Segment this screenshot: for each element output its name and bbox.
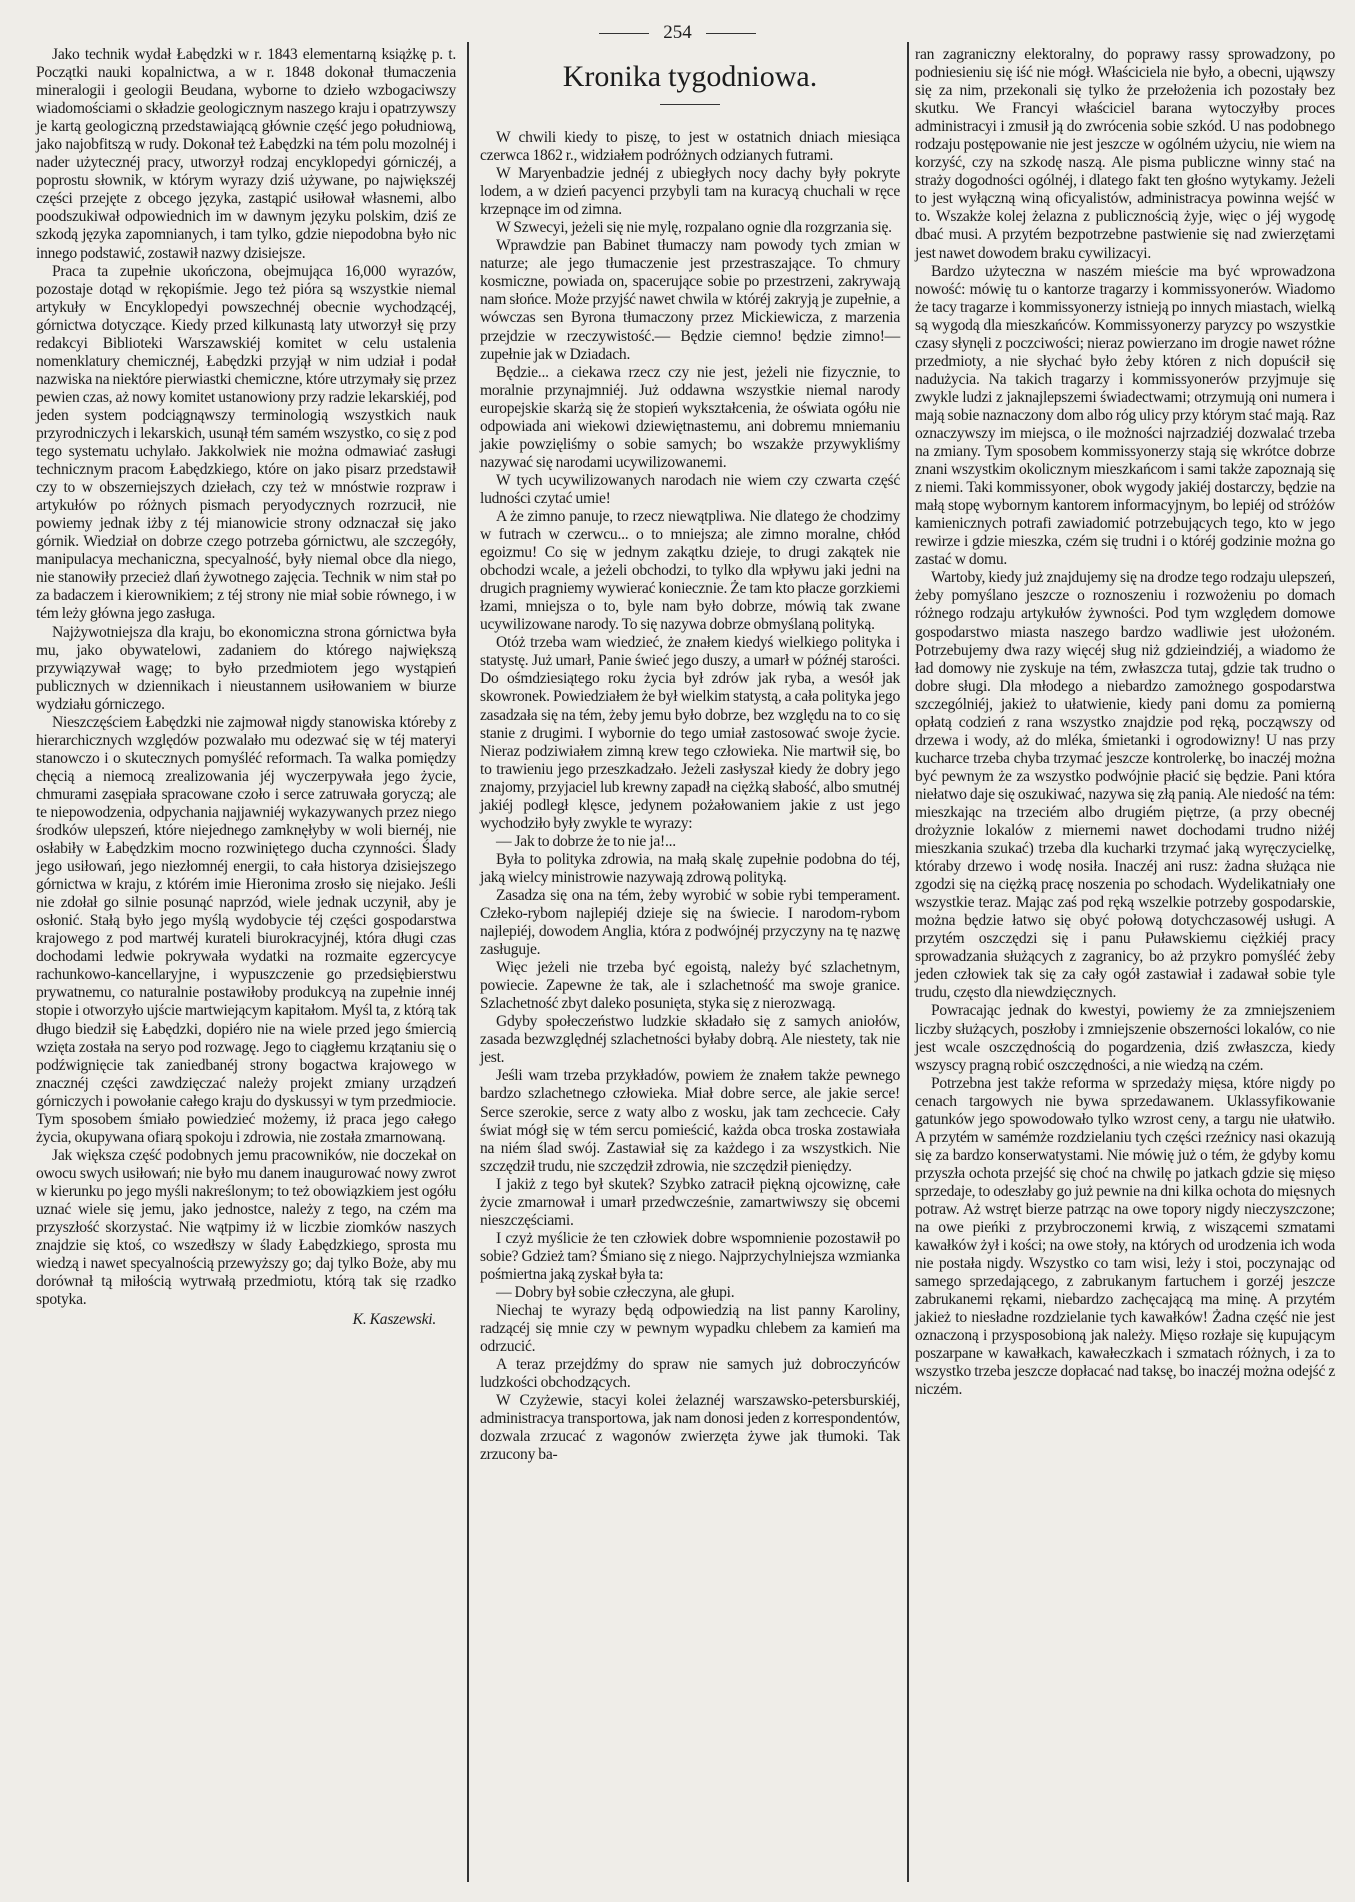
paragraph: Będzie... a ciekawa rzecz czy nie jest, jeżeli nie fizycznie, to moralnie przynajmniéj. Już oddawna wszystkie niemal narody europejskie skarżą się że stopień wykształcenia, że oświata ogółu nie odpowiada ani wiekowi dziewiętnastemu, ani dobremu mniemaniu jakie powzięliśmy o sobie samych; bo wszakże przywykliśmy nazywać się narodami ucywilizowanemi. [480, 363, 900, 471]
paragraph: Jako technik wydał Łabędzki w r. 1843 elementarną książkę p. t. Początki nauki kopalnictwa, a w r. 1848 dokonał tłumaczenia mineralogii i geologii Beudana, wyborne to dzieło wzbogaciwszy wiadomościami o składzie geologicznym naszego kraju i opatrzywszy je kartą geologiczną przedstawiającą głównie część jego południową, jako najobfitszą w rudy. Dokonał też Łabędzki na tém polu mozolnéj i nader użytecznéj pracy, utworzył rodzaj encyklopedyi górniczéj, a poprostu słownik, w którym wyrazy dziś używane, po największéj części przejęte z obcego języka, zastąpić usiłował własnemi, albo poodszukiwał odpowiednich im w dawnym języku polskim, dziś ze szkodą języka zapomnianych, i tam tylko, gdzie niepodobna było nic innego podstawić, zostawił nazwy dzisiejsze. [36, 46, 456, 262]
paragraph: A teraz przejdźmy do spraw nie samych już dobroczyńców ludzkości obchodzących. [480, 1356, 900, 1392]
page-number [0, 22, 1355, 44]
paragraph: W Maryenbadzie jednéj z ubiegłych nocy dachy były pokryte lodem, a w dzień pacyenci przybyli tam na kuracyą chuchali w ręce krzepnące im od zimna. [480, 165, 900, 219]
paragraph: I jakiż z tego był skutek? Szybko zatracił piękną ojcowiznę, całe życie zmarnował i umarł przedwcześnie, zamartwiwszy się obcemi nieszczęściami. [480, 1175, 900, 1229]
paragraph: Otóż trzeba wam wiedzieć, że znałem kiedyś wielkiego polityka i statystę. Już umarł, Panie świeć jego duszy, a umarł w późnéj starości. Do ośmdziesiątego roku życia był zdrów jak ryba, a wesół jak skowronek. Powiedziałem że był wielkim statystą, a cała polityka jego zasadzała się na tém, żeby jemu było dobrze, bez względu na to co się stanie z drugimi. I wybornie do tego umiał zastosować swoje życie. Nieraz podziwiałem zimną krew tego człowieka. Nie martwił się, bo to trawieniu jego przeszkadzało. Jeżeli zasłyszał kiedy że dobry jego znajomy, przyjaciel lub krewny zapadł na ciężką słabość, albo smutnéj jakiéj podległ klęsce, jedynem pożałowaniem jakie z ust jego wychodziło były zwykle te wyrazy: [480, 634, 900, 832]
paragraph: Nieszczęściem Łabędzki nie zajmował nigdy stanowiska któreby z hierarchicznych względów pozwalało mu odezwać się w téj materyi stanowczo i o skutecznych pomyśléć reformach. Ta walka pomiędzy chęcią a niemocą zrealizowania jéj wyczerpywała jego życie, chmurami zasępiała spracowane czoło i serce zatruwała goryczą; ale te niepowodzenia, odpychania najjawniéj wykazywanych przez niego środków ulepszeń, które niejednego zamknęłyby w woli biernéj, nie osłabiły w Łabędzkim mocno rozwiniętego ducha czynności. Ślady jego usiłowań, jego niezłomnéj energii, to cała historya dzisiejszego górnictwa w kraju, z którém imie Hieronima zrosło się niejako. Jeśli nie zdołał go silnie posunąć naprzód, wiele jednak uczynił, aby je osłonić. Stałą było jego myślą wydobycie téj części gospodarstwa krajowego z pod martwéj kurateli biurokracyjnéj, która długi czas dochodami ledwie pokrywała wydatki na rozmaite egzercycye rachunkowo-kancellaryjne, i wypuszczenie go przedsiębierstwu prywatnemu, co naturalnie postawiłoby produkcyą na zupełnie innéj stopie i otworzyło ujście martwiejącym kapitałom. Myśl ta, z którą tak długo biedził się Łabędzki, dopiéro nie na wiele przed jego śmiercią wzięta została na seryo pod rozwagę. Jego to ciągłemu krzątaniu się o podźwignięcie tak zaniedbanéj strony bogactwa krajowego w znacznéj części zawdzięczać należy projekt zmiany urządzeń górniczych i powołanie całego kraju do dyskussyi w tym przedmiocie. Tym sposobem śmiało powiedzieć możemy, iż praca jego całego życia, okupywana ofiarą spokoju i zdrowia, nie została zmarnowaną. [36, 713, 456, 1146]
paragraph: Bardzo użyteczna w naszém mieście ma być wprowadzona nowość: mówię tu o kantorze tragarzy i kommissyonerów. Wiadomo że tacy tragarze i kommissyonerzy istnieją po innych miastach, wielką są wygodą dla mieszkańców. Kommissyonerzy paryzcy po wszystkie czasy słynęli z poczciwości; nieraz powierzano im drogie nawet różne przedmioty, a nie słychać było żeby któren z nich dopuścił się nadużycia. Na takich tragarzy i kommissyonerów przyjmuje się zwykle ludzi z jaknajlepszemi świadectwami; otrzymują oni numera i mają sobie naznaczony dom albo róg ulicy przy którym stać mają. Raz oznaczywszy im miejsca, o ile możności najrzadziéj dozwalać trzeba na zmiany. Tym sposobem kommissyonerzy stają się wkrótce dobrze znani wszystkim okolicznym mieszkańcom i sami także zapoznają się z niemi. Taki kommissyoner, obok wygody jakiéj dostarczy, będzie na małą stopę wybornym kantorem informacyjnym, bo lepiéj od stróżów kamienicznych potrafi zawiadomić potrzebujących tego, kto w jego rewirze i gdzie mieszka, czém się trudni i o któréj godzinie można go zastać w domu. [915, 262, 1335, 569]
paragraph: I czyż myślicie że ten człowiek dobre wspomnienie pozostawił po sobie? Gdzież tam? Śmiano się z niego. Najprzychylniejsza wzmianka pośmiertna jaką zyskał była ta: [480, 1229, 900, 1283]
page-number-text: 254 [663, 22, 692, 43]
paragraph: Jeśli wam trzeba przykładów, powiem że znałem także pewnego bardzo szlachetnego człowieka. Miał dobre serce, ale jakie serce! Serce szerokie, serce z waty albo z wosku, jak tam zechcecie. Cały świat mógł się w tém sercu pomieścić, każda obca troska zostawiała na niém ślad swój. Zastawiał się za każdego i za wszystkich. Nie szczędził trudu, nie szczędził zdrowia, nie szczędził pieniędzy. [480, 1067, 900, 1175]
paragraph: W Szwecyi, jeżeli się nie mylę, rozpalano ognie dla rozgrzania się. [496, 219, 892, 237]
paragraph: Niechaj te wyrazy będą odpowiedzią na list panny Karoliny, radzącéj się mnie czy w pewnym wypadku chlebem za kamień ma odrzucić. [480, 1302, 900, 1356]
paragraph: Zasadza się ona na tém, żeby wyrobić w sobie rybi temperament. Człeko-rybom najlepiéj dzieje się na świecie. I narodom-rybom najlepiéj, dowodem Anglia, która z podwójnéj przyczyny na tę nazwę zasługuje. [480, 886, 900, 959]
column-3-body [915, 46, 1335, 1400]
paragraph: W tych ucywilizowanych narodach nie wiem czy czwarta część ludności czytać umie! [480, 471, 900, 507]
section-title: Kronika tygodniowa. [562, 60, 818, 93]
column-2-chronicle [480, 58, 900, 1464]
page-number-rule-right [706, 33, 756, 34]
title-ornament-rule [660, 104, 720, 105]
paragraph: Wprawdzie pan Babinet tłumaczy nam powody tych zmian w naturze; ale jego tłumaczenie jest przestraszające. To chmury kosmiczne, powiada on, spacerujące sobie po przestrzeni, zakrywają nam słońce. Może przyjść nawet chwila w któréj zakryją je zupełnie, a wówczas sen Byrona tłumaczony przez Mickiewicza, z marzenia przejdzie w rzeczywistość.— Będzie ciemno! będzie zimno!—zupełnie jak w Dziadach. [480, 237, 900, 363]
paragraph: Jak większa część podobnych jemu pracowników, nie doczekał on owocu swych usiłowań; nie było mu danem inaugurować nowy zwrot w kierunku po jego myśli nakreślonym; to też obowiązkiem jest ogółu uznać wiele się jemu, jako jednostce, należy z tego, na czém ma przyszłość skorzystać. Nie wątpimy iż w liczbie ziomków naszych znajdzie się ktoś, co wszedłszy w ślady Łabędzkiego, sprosta mu wiedzą i nawet specyalnością przewyższy go; daj tylko Boże, aby mu dorównał tą miłością wytrwałą przedmiotu, którą tak się rzadko spotyka. [36, 1146, 456, 1309]
paragraph: Była to polityka zdrowia, na małą skalę zupełnie podobna do téj, jaką wielcy ministrowie nazywają zdrową polityką. [480, 850, 900, 886]
paragraph: W Czyżewie, stacyi kolei żelaznéj warszawsko-petersburskiéj, administracya transportowa, jak nam donosi jeden z korrespondentów, dozwala zrzucać z wagonów zwierzęta żywe jak tłumoki. Tak zrzucony ba- [480, 1392, 900, 1464]
paragraph: Potrzebna jest także reforma w sprzedaży mięsa, które nigdy po cenach targowych nie bywa sprzedawanem. Uklassyfikowanie gatunków jego spowodowało tylko wzrost ceny, a targu nie ułatwiło. A przytém w samémże rozdzielaniu tych części rzeźnicy nasi okazują się za bardzo konserwatystami. Nie mówię już o tém, że gdyby komu przyszła ochota przejść się choć na chwilę po jatkach gdzie się mięso sprzedaje, to odeszłaby go już pewnie na dni kilka ochota do mięsnych potraw. Aż wstręt bierze patrząc na owe topory nigdy nieczyszczone; na owe pieńki z przybroczonemi krwią, z wiszącemi szmatami kawałków żył i kości; na owe stoły, na których od urodzenia ich woda nie postała nigdy. Wszystko co tam wisi, leży i stoi, poczynając od samego sprzedającego, z zabrukanym fartuchem i gorzéj jeszcze zabrukanemi rękami, niebardzo zachęcającą ma minę. A przytém jakież to niesładne rozdzielanie tych kawałków! Żadna część nie jest oznaczoną i przysposobioną jak należy. Mięso rozłaje się kupującym poszarpane w kawałkach, kawałeczkach i szmatach różnych, i za to wszystko trzeba jeszcze dopłacać nad taksę, bo inaczéj można odejść z niczém. [915, 1074, 1335, 1399]
paragraph: Praca ta zupełnie ukończona, obejmująca 16,000 wyrazów, pozostaje dotąd w rękopiśmie. Jego też pióra są wszystkie niemal artykuły w Encyklopedyi powszechnéj obecnie wychodzącéj, górnictwa dotyczące. Kiedy przed kilkunastą laty utworzył się przy redakcyi Biblioteki Warszawskiéj komitet w celu ustalenia nomenklatury chemicznéj, Łabędzki przyjął w nim udział i podał nazwiska na niektóre pierwiastki chemiczne, które utrzymały się przez pewien czas, aż nowy komitet ustanowiony przy radzie lekarskiéj, pod jeden system podciągnąwszy terminologią wszystkich nauk przyrodniczych i lekarskich, usunął tém samém wszystko, co się z pod tego systematu uchylało. Jakkolwiek nie można odmawiać zasługi technicznym pracom Łabędzkiego, które on jako pisarz przedstawił czy to w obszerniejszych dziełach, czy też w mnóstwie rozpraw i artykułów po różnych pismach peryodycznych rozrzucił, nie powiemy jednak iżby z téj mianowicie strony odznaczał się jako górnik. Wiedział on dobrze czego potrzeba górnictwu, ale szczegóły, manipulacya mechaniczna, specyalność, były niemal obce dla niego, nie stanowiły przecież dlań żywotnego zajęcia. Technik w nim stał po za badaczem i kierownikiem; z téj strony nie miał sobie równego, i w tém leży główna jego zasługa. [36, 262, 456, 623]
column-1-body [36, 46, 456, 1309]
paragraph: Najżywotniejsza dla kraju, bo ekonomiczna strona górnictwa była mu, jako obywatelowi, zadaniem do którego największą przywiązywał wagę; to było przedmiotem jego wystąpień publicznych w dziennikach i nieustannem usiłowaniem w biurze wydziału górniczego. [36, 623, 456, 713]
column-1-article [36, 46, 456, 1329]
paragraph: Gdyby społeczeństwo ludzkie składało się z samych aniołów, zasada bezwzględnéj szlachetności byłaby dobrą. Ale niestety, tak nie jest. [480, 1013, 900, 1067]
column-3-chronicle-continued [915, 46, 1335, 1400]
paragraph: Wartoby, kiedy już znajdujemy się na drodze tego rodzaju ulepszeń, żeby pomyślano jeszcze o roznoszeniu i rozwożeniu po domach różnego rodzaju artykułów żywności. Pod tym względem domowe gospodarstwo miasta naszego bardzo wadliwie jest ułożoném. Potrzebujemy dwa razy więcéj sług niż gdzieindziéj, a wiadomo że ład domowy nie zyskuje na tém, zwłaszcza tutaj, gdzie tak trudno o dobre sługi. Dla młodego a niebardzo zamożnego gospodarstwa szczególniéj, jakież to ułatwienie, kiedy pani domu za pomierną opłatą codzień z rana wszystko znajdzie pod ręką, począwszy od drzewa i wody, aż do mléka, śmietanki i ogrodowizny! U nas przy kucharce trzeba chyba trzymać jeszcze kontrolerkę, bo inaczéj można być pewnym że za wszystko podwójnie płacić się będzie. Pani która niełatwo daje się oszukiwać, nazywa się złą panią. Ale niedość na tém: mieszkając na trzeciém albo drugiém piętrze, (a przy obecnéj drożyznie lokalów z miernemi nawet dochodami trudno niżéj mieszkania szukać) trzeba dla kucharki trzymać jaką wyręczycielkę, któraby drzewo i wodę nosiła. Inaczéj ani rusz: żadna służąca nie zgodzi się na ciężką pracę noszenia po schodach. Wydelikatniały one wszystkie teraz. Mając zaś pod ręką wszelkie potrzeby gospodarskie, można będzie łatwo się obyć połową dotychczasowéj usługi. A przytém oszczędzi się i panu Puławskiemu ciężkiéj pracy sprowadzania służących z zagranicy, bo aż przykro pomyśléć żeby jeden człowiek tak się za cały ogół zastawiał i zadawał sobie tyle trudu, często dla niewdzięcznych. [915, 569, 1335, 1002]
paragraph: A że zimno panuje, to rzecz niewątpliwa. Nie dlatego że chodzimy w futrach w czerwcu... o to mniejsza; ale zimno moralne, chłód egoizmu! Co się w jednym zakątku dzieje, to drugi zakątek nie obchodzi wcale, a jeżeli obchodzi, to tylko dla wpływu jaki jedni na drugich pragniemy wywierać koniecznie. Że tam kto płacze gorzkiemi łzami, mniejsza o to, byle nam było dobrze, mówią tak zwane ucywilizowane narody. To się nazywa dobrze obmyślaną polityką. [480, 507, 900, 634]
page-number-rule-left [599, 33, 649, 34]
column-2-body [480, 129, 900, 1464]
column-divider [467, 42, 469, 1882]
column-divider [907, 42, 909, 1882]
paragraph: W chwili kiedy to piszę, to jest w ostatnich dniach miesiąca czerwca 1862 r., widziałem podróżnych odzianych futrami. [480, 129, 900, 165]
paragraph: Więc jeżeli nie trzeba być egoistą, należy być szlachetnym, powiecie. Zapewne że tak, ale i szlachetność ma swoje granice. Szlachetność zbyt daleko posunięta, styka się z nierozwagą. [480, 959, 900, 1013]
paragraph: ran zagraniczny elektoralny, do poprawy rassy sprowadzony, po podniesieniu się iść nie mógł. Właściciela nie było, a obecni, ująwszy się za nim, przekonali się tylko że przełożenia ich pozostały bez skutku. We Francyi właściciel barana wytoczyłby proces administracyi i zmusił ją do zwrócenia sobie szkód. U nas podobnego rodzaju postępowanie nie jest jeszcze w ogólném użyciu, nie wiem na korzyść, czy na szkodę naszą. Ale pisma publiczne winny stać na straży dogodności ogólnéj, i dlatego fakt ten głośno wytykamy. Jeżeli to jest wyłączną winą oficyalistów, administracya powinna wejść w to. Wszakże kolej żelazna z publicznością żyje, więc o jéj wygodę dbać musi. A przytém bezpotrzebne pastwienie się nad zwierzętami jest nawet dowodem braku cywilizacyi. [915, 46, 1335, 262]
paragraph: — Jak to dobrze że to nie ja!... [496, 832, 676, 850]
author-signature: K. Kaszewski. [352, 1311, 436, 1329]
paragraph: — Dobry był sobie człeczyna, ale głupi. [496, 1284, 735, 1301]
paragraph: Powracając jednak do kwestyi, powiemy że za zmniejszeniem liczby służących, poszłoby i zmniejszenie obszerności lokalów, co nie jest wcale oszczędnością do pogardzenia, dziś zwłaszcza, kiedy wszyscy pragną robić oszczędności, a nie wiedzą na czém. [915, 1002, 1335, 1074]
